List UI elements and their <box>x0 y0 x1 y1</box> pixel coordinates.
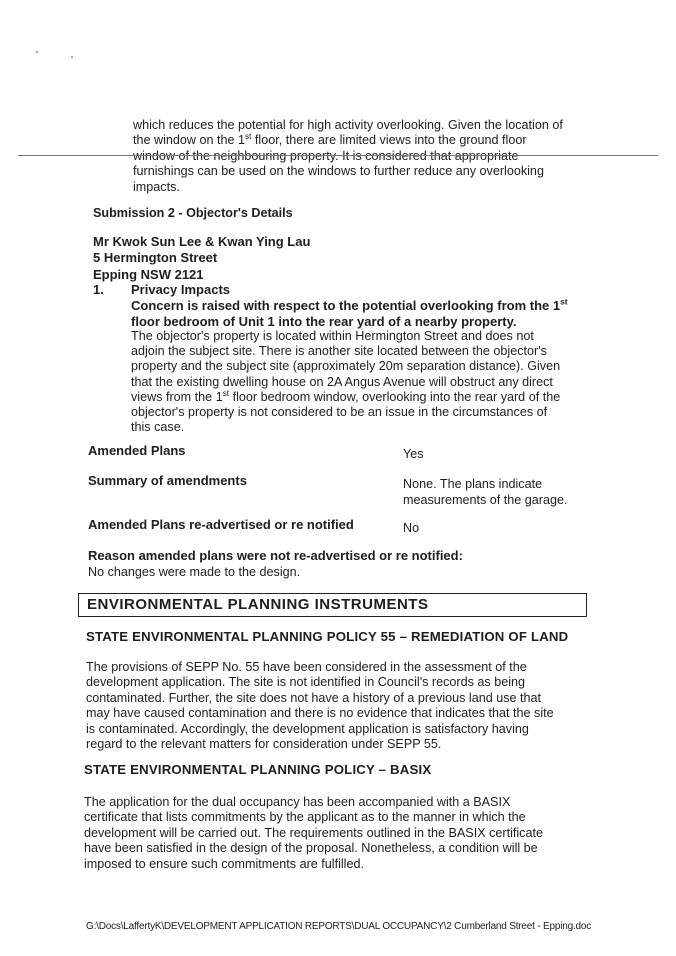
objector-address <box>93 234 310 283</box>
section-title: ENVIRONMENTAL PLANNING INSTRUMENTS <box>87 596 429 613</box>
response-line: adjoin the subject site. There is another site located between the objector's <box>131 344 547 359</box>
sepp55-heading: STATE ENVIRONMENTAL PLANNING POLICY 55 – REMEDIATION OF LAND <box>86 629 569 644</box>
readvertised-value: No <box>403 521 420 535</box>
concern-line: Concern is raised with respect to the potential overlooking from the 1st <box>131 296 568 313</box>
continuation-line <box>133 149 588 164</box>
basix-line: imposed to ensure such commitments are fulfilled. <box>84 856 364 871</box>
continuation-line: impacts. <box>133 179 180 194</box>
amended-plans-label: Amended Plans <box>88 443 186 458</box>
footer-file-path: G:\Docs\LaffertyK\DEVELOPMENT APPLICATION REPORTS\DUAL OCCUPANCY\2 Cumberland Street - Epping.doc <box>86 921 592 932</box>
scan-speck <box>71 56 73 58</box>
item-title: Privacy Impacts <box>131 282 231 297</box>
item-number: 1. <box>93 282 104 297</box>
basix-heading: STATE ENVIRONMENTAL PLANNING POLICY – BASIX <box>84 762 432 777</box>
basix-line: have been satisfied in the design of the proposal. Nonetheless, a condition will be <box>84 841 538 856</box>
sepp55-line: The provisions of SEPP No. 55 have been considered in the assessment of the <box>86 660 527 674</box>
objector-name: Mr Kwok Sun Lee & Kwan Ying Lau <box>93 234 311 249</box>
submission-heading: Submission 2 - Objector's Details <box>93 206 293 220</box>
sepp55-line: contaminated. Further, the site does not have a history of a previous land use that <box>86 690 542 705</box>
basix-line: certificate that lists commitments by the applicant as to the manner in which the <box>84 810 526 825</box>
objector-street: 5 Hermington Street <box>93 250 218 266</box>
response-line: views from the 1st floor bedroom window, overlooking into the rear yard of the <box>131 388 561 404</box>
response-line: objector's property is not considered to be an issue in the circumstances of <box>131 405 548 420</box>
concern-line: floor bedroom of Unit 1 into the rear yard of a nearby property. <box>131 313 517 329</box>
sepp55-line: regard to the relevant matters for consideration under SEPP 55. <box>86 737 442 752</box>
sepp55-line: development application. The site is not identified in Council's records as being <box>86 675 526 690</box>
sepp55-line: is contaminated. Accordingly, the development application is satisfactory having <box>86 721 529 736</box>
continuation-line: which reduces the potential for high activity overlooking. Given the location of <box>133 118 563 132</box>
response-line: this case. <box>131 420 185 435</box>
objector-suburb: Epping NSW 2121 <box>93 266 204 282</box>
reason-text: No changes were made to the design. <box>88 565 301 579</box>
strikethrough-rule <box>18 155 658 156</box>
response-line: property and the subject site (approximately 20m separation distance). Given <box>131 359 561 374</box>
reason-heading: Reason amended plans were not re-advertised or re notified: <box>88 548 463 563</box>
response-line: that the existing dwelling house on 2A Angus Avenue will obstruct any direct <box>131 374 553 389</box>
scan-speck <box>36 51 38 53</box>
summary-value <box>403 476 583 508</box>
response-paragraph <box>131 329 588 435</box>
basix-line: The application for the dual occupancy has been accompanied with a BASIX <box>84 795 511 809</box>
continuation-line: the window on the 1st floor, there are limited views into the ground floor <box>133 132 527 148</box>
sepp55-paragraph <box>86 660 582 752</box>
continuation-paragraph <box>133 118 588 195</box>
summary-label: Summary of amendments <box>88 473 247 488</box>
basix-paragraph <box>84 795 580 872</box>
readvertised-label: Amended Plans re-advertised or re notified <box>88 517 354 532</box>
sepp55-line: may have caused contamination and there is no evidence that indicates that the site <box>86 706 554 721</box>
response-line: The objector's property is located within Hermington Street and does not <box>131 329 534 343</box>
amended-plans-value: Yes <box>403 447 424 461</box>
summary-value-line: None. The plans indicate <box>403 477 543 491</box>
summary-value-line: measurements of the garage. <box>403 493 568 507</box>
continuation-line: furnishings can be used on the windows to further reduce any overlooking <box>133 164 544 179</box>
basix-line: development will be carried out. The requirements outlined in the BASIX certificate <box>84 825 543 840</box>
concern-statement <box>131 298 588 329</box>
